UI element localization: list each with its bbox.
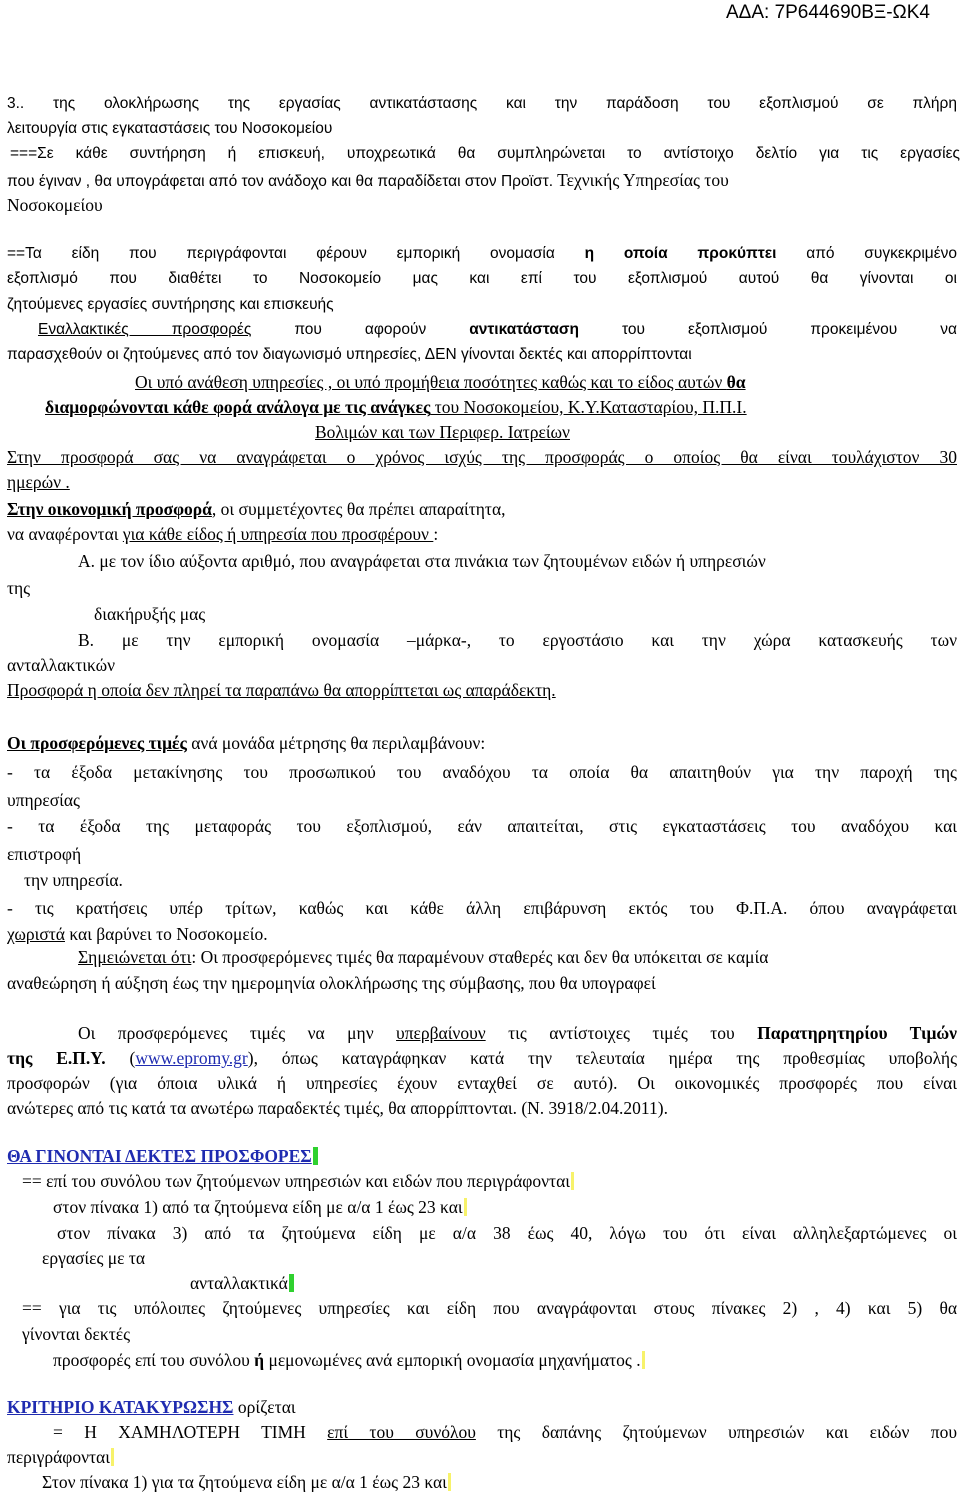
- p1-line4-a: που έγιναν , θα υπογράφεται από τον ανάδοχο και θα παραδίδεται στον Προϊστ.: [7, 173, 554, 190]
- highlight-mark: [642, 1351, 645, 1369]
- p6-line8-a: προσφορές επί του συνόλου: [53, 1350, 255, 1370]
- p2-line4-d: του εξοπλισμού προκειμένου να: [578, 321, 957, 338]
- p5-line1: [78, 1023, 957, 1044]
- p5-line4: ανώτερες από τις κατά τα ανωτέρω παραδεκτές τιμές, θα απορρίπτονται. (Ν. 3918/2.04.2011).: [7, 1098, 668, 1118]
- p2-line4-c: αντικατάσταση: [469, 321, 579, 338]
- p3-line3: Α. με τον ίδιο αύξοντα αριθμό, που αναγράφεται στα πινάκια των ζητουμένων ειδών ή υπηρεσιών: [78, 551, 766, 571]
- p3-line1: [7, 499, 505, 520]
- p7-line2: [7, 1447, 114, 1468]
- accepted-offers-title: ΘΑ ΓΙΝΟΝΤΑΙ ΔΕΚΤΕΣ ΠΡΟΣΦΟΡΕΣ: [7, 1146, 312, 1166]
- p2-line10: ημερών .: [7, 472, 70, 492]
- p5-line1-b: υπερβαίνουν: [396, 1023, 486, 1043]
- p2-line3: ζητούμενες εργασίες συντήρησης και επισκευής: [7, 296, 334, 313]
- p2-line1-a: ==Τα είδη που περιγράφονται φέρουν εμπορική ονομασία: [7, 245, 585, 262]
- p2-line1-c: από συγκεκριμένο: [776, 245, 957, 262]
- p3-line1-a: Στην οικονομική προσφορά: [7, 499, 212, 519]
- p2-line6: [135, 372, 746, 393]
- p7-line2-text: περιγράφονται: [7, 1447, 110, 1467]
- p5-line3: προσφορών (για όποια υλικά ή υπηρεσίες έχουν ενταχθεί σε αυτό). Οι οικονομικές προσφορές που είναι: [7, 1073, 957, 1093]
- p4-line2: - τα έξοδα μετακίνησης του προσωπικού του αναδόχου τα οποία θα απαιτηθούν για την παροχή της: [7, 762, 957, 782]
- award-criterion-heading: [7, 1397, 296, 1418]
- accepted-offers-heading: [7, 1146, 318, 1167]
- p6-line3: στον πίνακα 3) από τα ζητούμενα είδη με α/α 38 έως 40, λόγω του ότι είναι αλληλεξαρτώμενες οι: [57, 1223, 957, 1243]
- p4-line9-a: Σημειώνεται ότι: [78, 947, 192, 967]
- p3-line7: ανταλλακτικών: [7, 655, 116, 675]
- p3-line2-c: :: [433, 524, 439, 544]
- p5-line1-d: Παρατηρητηρίου Τιμών: [757, 1023, 957, 1043]
- p6-line1: [22, 1171, 574, 1192]
- p1-line5: Νοσοκομείου: [7, 195, 103, 215]
- epromy-link[interactable]: www.epromy.gr: [135, 1048, 248, 1068]
- p3-line2: [7, 524, 438, 545]
- p4-line8-a: χωριστά: [7, 924, 65, 944]
- p2-line5: παρασχεθούν οι ζητούμενες από τον διαγωνισμό υπηρεσίες, ΔΕΝ γίνονται δεκτές και απορρίπτονται: [7, 346, 692, 363]
- p5-line2-a: της Ε.Π.Υ.: [7, 1048, 106, 1068]
- p6-line5-text: ανταλλακτικά: [190, 1273, 288, 1293]
- p3-line5: διακήρυξής μας: [94, 604, 206, 624]
- p6-line8: [53, 1350, 645, 1371]
- p7-line1-c: της δαπάνης ζητούμενων υπηρεσιών και ειδών που: [475, 1422, 957, 1442]
- p5-line2-d: ), όπως καταγράφηκαν κατά την τελευταία ημέρα της προθεσμίας υποβολής: [247, 1048, 957, 1068]
- p2-line4-a: Εναλλακτικές προσφορές: [38, 321, 252, 338]
- p2-line1: [7, 245, 957, 263]
- p2-line8: Βολιμών και των Περιφερ. Ιατρείων: [315, 422, 570, 442]
- p6-line6: == για τις υπόλοιπες ζητούμενες υπηρεσίες και είδη που αναγράφονται στους πίνακες 2) , 4) και 5) θα: [22, 1298, 957, 1318]
- p6-line4: εργασίες με τα: [42, 1248, 146, 1268]
- highlight-mark: [571, 1172, 574, 1190]
- p4-line4: - τα έξοδα της μεταφοράς του εξοπλισμού, εάν απαιτείται, στις εγκαταστάσεις του αναδόχου και: [7, 816, 957, 836]
- p3-line2-a: να αναφέρονται: [7, 524, 123, 544]
- p6-line2-text: στον πίνακα 1) από τα ζητούμενα είδη με α/α 1 έως 23 και: [53, 1197, 463, 1217]
- p3-line8: Προσφορά η οποία δεν πληρεί τα παραπάνω θα απορρίπτεται ως απαράδεκτη.: [7, 680, 556, 700]
- p4-line10: αναθεώρηση ή αύξηση έως την ημερομηνία ολοκλήρωσης της σύμβασης, που θα υπογραφεί: [7, 973, 656, 993]
- p4-line6: την υπηρεσία.: [24, 870, 123, 890]
- p6-line5: [190, 1273, 294, 1294]
- award-criterion-title: ΚΡΙΤΗΡΙΟ ΚΑΤΑΚΥΡΩΣΗΣ: [7, 1397, 234, 1417]
- p2-line6-a: Οι υπό ανάθεση υπηρεσίες , οι υπό προμήθεια ποσότητες καθώς και το είδος αυτών: [135, 372, 727, 392]
- p2-line4: [38, 321, 957, 339]
- highlight-mark: [464, 1198, 467, 1216]
- p7-line1-a: = Η ΧΑΜΗΛΟΤΕΡΗ ΤΙΜΗ: [53, 1422, 328, 1442]
- p4-line1-a: Οι προσφερόμενες τιμές: [7, 733, 187, 753]
- p3-line1-b: , οι συμμετέχοντες θα πρέπει απαραίτητα,: [211, 499, 506, 519]
- p2-line9: Στην προσφορά σας να αναγράφεται ο χρόνος ισχύς της προσφοράς ο οποίος θα είναι τουλάχιστον 30: [7, 447, 957, 467]
- p7-line1: [53, 1422, 957, 1443]
- highlight-mark: [448, 1473, 451, 1491]
- p5-line2-b: (: [105, 1048, 136, 1068]
- p2-line7-a: διαμορφώνονται κάθε φορά ανάλογα με τις ανάγκες: [45, 397, 431, 417]
- p2-line6-b: θα: [726, 372, 746, 392]
- p2-line2: εξοπλισμό που διαθέτει το Νοσοκομείο μας και επί του εξοπλισμού αυτού θα γίνονται οι: [7, 270, 957, 287]
- p1-line4: [7, 170, 729, 191]
- p5-line1-c: τις αντίστοιχες τιμές του: [485, 1023, 758, 1043]
- p2-line7-b: του Νοσοκομείου, Κ.Υ.Κατασταρίου, Π.Π.Ι.: [430, 397, 747, 417]
- p5-line1-a: Οι προσφερόμενες τιμές να μην: [78, 1023, 397, 1043]
- p2-line7: [45, 397, 747, 418]
- p7-line1-b: επί του συνόλου: [327, 1422, 476, 1442]
- p2-line4-b: που αφορούν: [251, 321, 470, 338]
- p6-line7: γίνονται δεκτές: [22, 1324, 131, 1344]
- p2-line1-b: η οποία προκύπτει: [584, 245, 777, 262]
- p6-line8-c: μεμονωμένες ανά εμπορική ονομασία μηχανήματος .: [264, 1350, 641, 1370]
- p6-line8-b: ή: [254, 1350, 265, 1370]
- p3-line6: Β. με την εμπορική ονομασία –μάρκα-, το εργοστάσιο και την χώρα κατασκευής των: [78, 630, 957, 650]
- p4-line7: - τις κρατήσεις υπέρ τρίτων, καθώς και κάθε άλλη επιβάρυνση εκτός του Φ.Π.Α. όπου αναγράφεται: [7, 898, 957, 918]
- p4-line3: υπηρεσίας: [7, 790, 80, 810]
- p4-line8-b: και βαρύνει το Νοσοκομείο.: [64, 924, 268, 944]
- p1-line3: ===Σε κάθε συντήρηση ή επισκευή, υποχρεωτικά θα συμπληρώνεται το αντίστοιχο δελτίο για τις εργασίες: [10, 145, 960, 162]
- p4-line9: [78, 947, 768, 968]
- highlight-mark: [313, 1147, 318, 1165]
- p3-line4: της: [7, 578, 31, 598]
- award-criterion-suffix: ορίζεται: [233, 1397, 296, 1417]
- p4-line1: [7, 733, 485, 754]
- p4-line5: επιστροφή: [7, 844, 82, 864]
- p1-line2: λειτουργία στις εγκαταστάσεις του Νοσοκομείου: [7, 120, 333, 137]
- p5-line2: [7, 1048, 957, 1069]
- highlight-mark: [111, 1448, 114, 1466]
- p6-line1-text: == επί του συνόλου των ζητούμενων υπηρεσιών και ειδών που περιγράφονται: [22, 1171, 570, 1191]
- p1-line4-b: Τεχνικής Υπηρεσίας του: [553, 170, 729, 190]
- highlight-mark: [289, 1274, 294, 1292]
- ada-header: ΑΔΑ: 7Ρ644690ΒΞ-ΩΚ4: [725, 2, 930, 23]
- p7-line3: [42, 1472, 451, 1493]
- p4-line8: [7, 924, 268, 945]
- p7-line3-text: Στον πίνακα 1) για τα ζητούμενα είδη με α/α 1 έως 23 και: [42, 1472, 447, 1492]
- p6-line2: [53, 1197, 467, 1218]
- p3-line2-b: για κάθε είδος ή υπηρεσία που προσφέρουν: [122, 524, 434, 544]
- p1-line1: 3.. της ολοκλήρωσης της εργασίας αντικατάστασης και την παράδοση του εξοπλισμού σε πλήρη: [7, 95, 957, 112]
- p4-line1-b: ανά μονάδα μέτρησης θα περιλαμβάνουν:: [186, 733, 486, 753]
- p4-line9-b: : Οι προσφερόμενες τιμές θα παραμένουν σταθερές και δεν θα υπόκειται σε καμία: [191, 947, 769, 967]
